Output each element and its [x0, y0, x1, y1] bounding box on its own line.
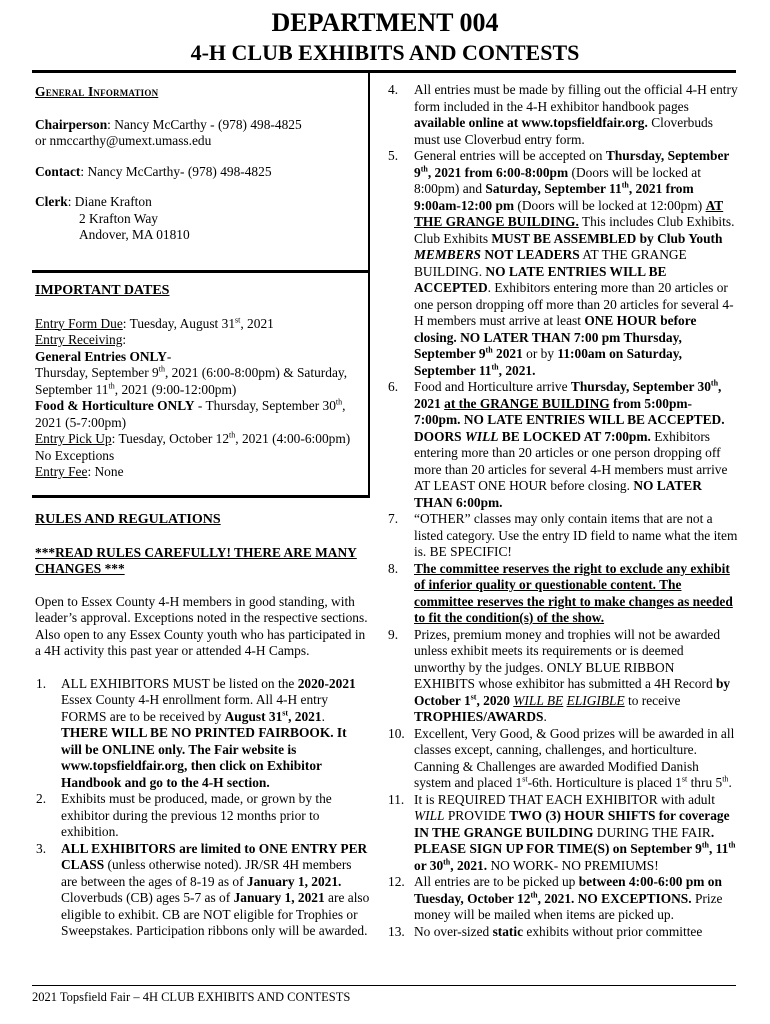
rule-sup: th — [722, 774, 729, 784]
rule-text: . Exhibitors entering more than 20 articles or one person dropping off more than 20 articles for several 4-H members must arrive at least — [414, 280, 734, 328]
rule-item-8 — [388, 561, 738, 627]
important-dates-heading: IMPORTANT DATES — [35, 283, 170, 298]
rule-text: Prizes, premium money and trophies will not be awarded unless exhibit meets its requirements or is deemed unworthy by the judges. ONLY BLUE RIBBON EXHIBITS whose exhibitor has submitted a 4H Record — [414, 626, 721, 691]
rule-item-4 — [388, 82, 738, 148]
rule-number: 13. — [388, 923, 405, 939]
important-dates-box — [32, 270, 370, 498]
rule-text-bold: Saturday, September 11 — [485, 181, 622, 196]
rule-text-bold: ALL EXHIBITORS are limited to ONE ENTRY PER CLASS — [61, 840, 368, 872]
rule-text: are also eligible to exhibit. CB are NOT eligible for Trophies or Sweepstakes. Participation ribbons only will be awarded. — [61, 890, 370, 938]
rule-number: 12. — [388, 874, 405, 889]
rule-text: Excellent, Very Good, & Good prizes will be awarded in all classes except, canning, challenges, and horticulture. Canning & Challenges are awarded Modified Danish system and placed 1 — [414, 725, 735, 790]
rule-text: AT THE GRANGE BUILDING. — [414, 247, 687, 279]
chairperson-email: or nmccarthy@umext.umass.edu — [35, 133, 212, 148]
rule-text: Exhibits must be produced, made, or grown by the exhibitor during the previous 12 months prior to exhibition. — [61, 791, 332, 839]
rule-text: Prize money will be mailed when items are picked up. — [414, 890, 723, 922]
rule-text: NO WORK- NO PREMIUMS! — [487, 857, 659, 873]
clerk-label: Clerk — [35, 194, 68, 209]
rule-text: Cloverbuds must use Cloverbud entry form. — [414, 115, 713, 147]
rule-text-bold: Thursday, September 30 — [570, 379, 711, 394]
rule-text-bold: ONE HOUR before closing. NO LATER THAN 7:00 pm Thursday, September 9 — [414, 313, 697, 361]
entry-receiving — [35, 332, 360, 349]
rule-sup: st — [522, 774, 528, 784]
rule-text-bold: Thursday, September 9 — [414, 148, 730, 180]
rule-number: 10. — [388, 725, 405, 741]
clerk-address-1: 2 Krafton Way — [79, 210, 158, 226]
rule-text-bold: January 1, 2021. — [246, 873, 342, 889]
chairperson-line — [35, 117, 360, 134]
rule-number: 5. — [388, 148, 399, 163]
rule-sup: th — [491, 362, 499, 372]
rule-item-1 — [35, 676, 370, 792]
right-column — [388, 82, 738, 940]
general-entries-date-2 — [35, 382, 360, 399]
rule-number: 6. — [388, 379, 399, 394]
rule-text: All entries are to be picked up — [414, 874, 579, 889]
rule-text-bold-underline: The committee reserves the right to exclude any exhibit of inferior quality or questionable content. The committee reserves the right to make changes as needed to fit the condition(s) of the show. — [414, 560, 733, 625]
rule-sup: th — [530, 890, 538, 900]
rule-number: 2. — [36, 791, 47, 806]
rule-text-bold-underline: at the GRANGE BUILDING — [444, 395, 610, 411]
rule-text-bold: static — [492, 923, 524, 939]
rule-text: . — [543, 709, 547, 724]
contact-label: Contact — [35, 163, 81, 179]
entry-form-due-year: , 2021 — [240, 315, 274, 331]
entry-form-due-label: Entry Form Due — [35, 315, 123, 331]
rule-item-9 — [388, 627, 738, 726]
rule-text-bold: , 2021 from 9:00am-12:00 pm — [414, 181, 694, 213]
rule-item-10 — [388, 726, 738, 792]
rule-text-bold: NO LATER THAN 6:00pm. — [414, 478, 702, 510]
food-horticulture-sup: th — [335, 397, 343, 407]
rule-text-bold: 2020-2021 — [297, 675, 356, 691]
rule-text: All entries must be made by filling out the official 4-H entry form included in the 4-H exhibitor handbook pages — [414, 82, 738, 114]
food-horticulture-date: - Thursday, September 30 — [194, 398, 336, 413]
rule-text-bold-italic: MEMBERS — [414, 247, 481, 262]
rule-text-bold: available online at www.topsfieldfair.org. — [414, 115, 648, 130]
rule-text-bold: between 4:00-6:00 pm on Tuesday, October 12 — [414, 874, 722, 906]
entry-receiving-label: Entry Receiving — [35, 332, 123, 347]
rule-text: General entries will be accepted on — [414, 148, 606, 163]
rule-item-11 — [388, 792, 738, 875]
general-information-heading: General Information — [35, 84, 159, 99]
entry-pick-up — [35, 431, 360, 448]
rule-text: to receive — [624, 692, 681, 708]
general-date-1-text: Thursday, September 9 — [35, 365, 159, 380]
department-title: DEPARTMENT 004 — [271, 8, 499, 37]
rule-text-bold: BE LOCKED AT 7:00pm. — [498, 428, 651, 444]
department-subtitle: 4-H CLUB EXHIBITS AND CONTESTS — [190, 40, 580, 65]
general-entries-date-1 — [35, 365, 360, 382]
rule-text-bold: January 1, 2021 — [233, 890, 325, 905]
entry-fee-label: Entry Fee — [35, 464, 88, 479]
rules-list-left — [35, 676, 370, 940]
rule-text-bold: , 2020 — [476, 692, 514, 708]
rule-text-bold: on September 9 — [612, 841, 702, 856]
rule-text: thru 5 — [687, 775, 723, 790]
general-entries-dash: - — [166, 348, 172, 364]
rule-text-bold: MUST BE ASSEMBLED by Club Youth — [491, 230, 723, 246]
rule-item-13 — [388, 924, 738, 941]
rule-text: Food and Horticulture arrive — [414, 379, 571, 394]
rule-text-bold: or 30 — [414, 857, 444, 873]
rule-text-bold: by October 1 — [414, 676, 731, 708]
contact-value: : Nancy McCarthy- (978) 498-4825 — [80, 163, 272, 179]
rule-number: 7. — [388, 511, 399, 526]
general-date-1-rest: , 2021 (6:00-8:00pm) & Saturday, — [164, 365, 348, 380]
entry-pick-up-sup: th — [229, 430, 236, 440]
food-horticulture-line — [35, 398, 360, 415]
rule-text: “OTHER” classes may only contain items that are not a listed category. Use the entry ID field to name what the item is. BE SPECIFIC! — [414, 511, 738, 559]
rule-text-bold: , 2021 from 6:00-8:00pm — [427, 164, 569, 180]
general-date-2-rest: , 2021 (9:00-12:00pm) — [114, 381, 237, 397]
rule-item-3 — [35, 841, 370, 940]
rule-text-bold: , 2021. NO EXCEPTIONS. — [537, 890, 692, 906]
rule-item-6 — [388, 379, 738, 511]
rules-section — [32, 498, 370, 940]
rule-text: DURING THE FAIR — [593, 824, 711, 840]
rule-sup: st — [282, 708, 289, 718]
chairperson-label: Chairperson — [35, 116, 108, 132]
rule-text-bold: August 31 — [224, 708, 283, 724]
general-entries-only — [35, 349, 360, 366]
rule-text-bold: NO LATE ENTRIES WILL BE ACCEPTED — [414, 263, 667, 295]
rule-text: Exhibitors entering more than 20 articles or one person dropping off more than 20 articles for several 4-H members must arrive AT LEAST ONE HOUR before closing. — [414, 428, 728, 493]
food-horticulture-label: Food & Horticulture ONLY — [35, 398, 195, 413]
rule-text: exhibits without prior committee — [523, 923, 703, 939]
entry-fee — [35, 464, 360, 481]
food-horticulture-line-2: 2021 (5-7:00pm) — [35, 414, 127, 430]
clerk-line — [35, 194, 360, 211]
rule-item-12 — [388, 874, 738, 924]
no-exceptions: No Exceptions — [35, 447, 115, 463]
rule-text-bold: TROPHIES/AWARDS — [414, 709, 544, 724]
rule-text-bold: , 2021. — [498, 362, 536, 378]
rule-text: Cloverbuds (CB) ages 5-7 as of — [61, 890, 234, 905]
rule-text-italic: WILL — [414, 808, 445, 823]
general-date-2-text: September 11 — [35, 381, 109, 397]
rule-text-bold: TWO (3) HOUR SHIFTS for coverage IN THE GRANGE BUILDING — [414, 808, 730, 840]
rule-text-bold: , 2021 — [288, 708, 322, 724]
left-column — [32, 72, 370, 940]
rule-text-bold: 11:00am on Saturday, September 11 — [414, 346, 683, 378]
page-footer: 2021 Topsfield Fair – 4H CLUB EXHIBITS AND CONTESTS — [32, 990, 351, 1004]
clerk-address-2: Andover, MA 01810 — [79, 227, 190, 242]
rules-heading: RULES AND REGULATIONS — [35, 512, 221, 527]
rule-text-bold: . PLEASE SIGN UP FOR TIME(S) — [414, 824, 715, 856]
rule-text: No over-sized — [414, 923, 493, 939]
rule-number: 8. — [388, 560, 399, 576]
rule-number: 4. — [388, 82, 399, 97]
rule-number: 9. — [388, 626, 399, 642]
rule-text: -6th. Horticulture is placed 1 — [527, 775, 682, 790]
general-entries-only-label: General Entries ONLY — [35, 348, 167, 364]
rule-text-bold: , 11 — [708, 841, 729, 856]
rule-text-italic-underline: WILL BE — [513, 692, 564, 708]
rule-number: 11. — [388, 791, 405, 807]
rules-list-right — [388, 82, 738, 940]
entry-pick-up-rest: , 2021 (4:00-6:00pm) — [235, 431, 351, 446]
rule-number: 3. — [36, 840, 47, 856]
entry-receiving-colon: : — [122, 332, 127, 347]
food-horticulture-comma: , — [342, 398, 346, 413]
rule-text-bold: NOT LEADERS — [481, 247, 580, 262]
rule-text-bold-italic: WILL — [464, 428, 499, 444]
rule-sup: st — [681, 774, 688, 784]
rule-item-5 — [388, 148, 738, 379]
rule-text: ALL EXHIBITORS MUST be listed on the — [61, 675, 298, 691]
rule-number: 1. — [36, 675, 47, 691]
rule-text: (unless otherwise noted). JR/SR 4H members are between the ages of 8-19 as of — [61, 857, 352, 889]
rule-text: (Doors will be locked at 8:00pm) and — [414, 164, 701, 196]
rule-text: . — [728, 775, 732, 790]
rules-warning: ***READ RULES CAREFULLY! THERE ARE MANY CHANGES *** — [35, 544, 357, 576]
footer-divider — [32, 985, 736, 986]
rule-sup: th — [701, 840, 709, 850]
entry-pick-up-value: : Tuesday, October 12 — [111, 431, 230, 446]
rule-sup: th — [728, 840, 736, 850]
contact-line — [35, 164, 360, 181]
rule-text: or by — [522, 346, 558, 361]
rule-sup: st — [470, 692, 477, 702]
rule-text: . — [321, 708, 325, 724]
rule-item-7 — [388, 511, 738, 561]
rules-intro: Open to Essex County 4-H members in good standing, with leader’s approval. Exceptions noted in the respective sections. Also open to any Essex County youth who has participated in a 4H activity this past year or attended 4-H Camps. — [35, 593, 368, 658]
entry-form-due-sup: st — [235, 315, 241, 325]
general-date-1-sup: th — [158, 364, 165, 374]
rule-text: This includes Club Exhibits. Club Exhibits — [414, 214, 735, 246]
general-date-2-sup: th — [108, 381, 115, 391]
rule-sup: th — [621, 180, 629, 190]
clerk-name: : Diane Krafton — [67, 194, 152, 209]
entry-form-due — [35, 316, 360, 333]
rule-sup: th — [420, 164, 428, 174]
rule-text-bold: , 2021 — [414, 379, 722, 411]
rule-text-italic-underline: ELIGIBLE — [566, 692, 625, 708]
rule-text-bold: THERE WILL BE NO PRINTED FAIRBOOK. It will be ONLINE only. The Fair website is www.topsfieldfair.org, then click on Exhibitor Handbook and go to the 4-H section. — [61, 725, 347, 790]
rule-text-bold-underline: AT THE GRANGE BUILDING. — [414, 197, 724, 229]
rule-sup: th — [710, 378, 719, 388]
rule-text: (Doors will be locked at 12:00pm) — [514, 197, 706, 213]
rule-item-2 — [35, 791, 370, 841]
entry-form-due-value: : Tuesday, August 31 — [122, 315, 236, 331]
rule-sup: th — [443, 857, 451, 867]
rule-text: It is REQUIRED THAT EACH EXHIBITOR with adult — [414, 791, 715, 807]
chairperson-value: : Nancy McCarthy - (978) 498-4825 — [107, 116, 302, 132]
rule-text-bold: , 2021. — [450, 857, 488, 873]
rule-text-bold: 2021 — [492, 346, 523, 361]
entry-fee-value: : None — [87, 464, 124, 479]
general-information-box — [32, 72, 370, 270]
rule-text-bold: from 5:00pm-7:00pm. NO LATE ENTRIES WILL BE ACCEPTED. DOORS — [414, 395, 725, 444]
rule-text: PROVIDE — [444, 808, 510, 823]
rule-text: Essex County 4-H enrollment form. All 4-H entry FORMS are to be received by — [61, 692, 329, 724]
entry-pick-up-label: Entry Pick Up — [35, 431, 112, 446]
rule-sup: th — [485, 345, 493, 355]
